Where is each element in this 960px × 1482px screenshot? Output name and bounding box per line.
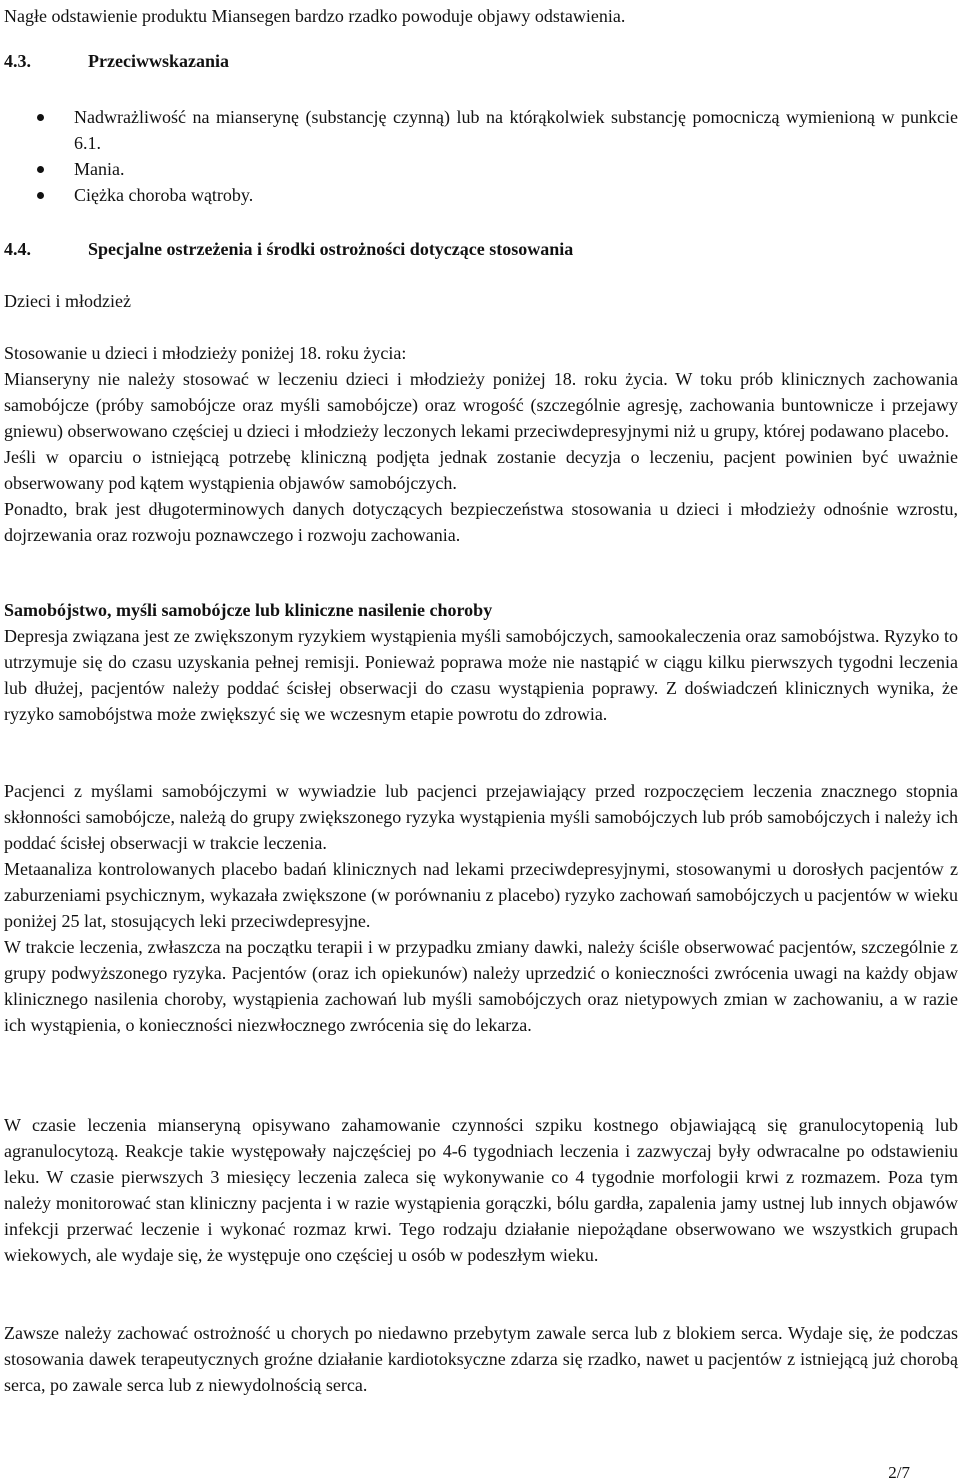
- list-item: [4, 182, 958, 208]
- section-4-4-heading: [4, 236, 958, 262]
- section-title: Przeciwwskazania: [88, 51, 229, 71]
- section-number: 4.4.: [4, 239, 31, 259]
- bullet-icon: [37, 166, 44, 173]
- subheading-children: Dzieci i młodzież: [4, 291, 131, 311]
- list-item: [4, 104, 958, 156]
- list-item: [4, 156, 958, 182]
- children-paragraph-3: Ponadto, brak jest długoterminowych danych dotyczących bezpieczeństwa stosowania u dzieci i młodzieży odnośnie wzrostu, dojrzewania oraz rozwoju poznawczego i rozwoju zachowania.: [4, 499, 958, 545]
- suicide-paragraph-4: W trakcie leczenia, zwłaszcza na początku terapii i w przypadku zmiany dawki, należy ściśle obserwować pacjentów, szczególnie z grupy podwyższonego ryzyka. Pacjentów (oraz ich opiekunów) należy uprzedzić o konieczności zwrócenia uwagi na każdy objaw klinicznego nasilenia choroby, wystąpienia zachowań lub myśli samobójczych oraz nietypowych zmian w zachowaniu, a w razie ich wystąpienia, o konieczności niezwłocznego zwrócenia się do lekarza.: [4, 937, 958, 1035]
- children-paragraph-1: Mianseryny nie należy stosować w leczeniu dzieci i młodzieży poniżej 18. roku życia. W toku prób klinicznych zachowania samobójcze (próby samobójcze oraz myśli samobójcze) oraz wrogość (szczególnie agresję, zachowania buntownicze i przejawy gniewu) obserwowano częściej u dzieci i młodzieży leczonych lekami przeciwdepresyjnymi niż u grupy, której podawano placebo.: [4, 369, 958, 441]
- suicide-paragraphs: [4, 778, 958, 1038]
- bone-marrow-paragraph: W czasie leczenia mianseryną opisywano zahamowanie czynności szpiku kostnego objawiającą się granulocytopenią lub agranulocytozą. Reakcje takie występowały najczęściej po 4-6 tygodniach leczenia i zazwyczaj były odwracalne po odstawieniu leku. W czasie pierwszych 3 miesięcy leczenia zaleca się wykonywanie co 4 tygodnie morfologii krwi z rozmazem. Poza tym należy monitorować stan kliniczny pacjenta i w razie wystąpienia gorączki, bólu gardła, zapalenia jamy ustnej lub innych objawów infekcji przerwać leczenie i wykonać rozmaz krwi. Tego rodzaju działanie niepożądane obserwowano we wszystkich grupach wiekowych, ale wydaje się, że występuje ono częściej u osób w podeszłym wieku.: [4, 1115, 958, 1265]
- list-item-text: Ciężka choroba wątroby.: [74, 185, 254, 205]
- bullet-icon: [37, 192, 44, 199]
- suicide-heading: Samobójstwo, myśli samobójcze lub kliniczne nasilenie choroby: [4, 600, 493, 620]
- cardiac-paragraph: Zawsze należy zachować ostrożność u chorych po niedawno przebytym zawale serca lub z blokiem serca. Wydaje się, że podczas stosowania dawek terapeutycznych groźne działanie kardiotoksyczne zdarza się rzadko, nawet u pacjentów z istniejącą już chorobą serca, po zawale serca lub z niewydolnością serca.: [4, 1323, 958, 1395]
- bullet-icon: [37, 114, 44, 121]
- suicide-paragraph-1: Depresja związana jest ze zwiększonym ryzykiem wystąpienia myśli samobójczych, samookaleczenia oraz samobójstwa. Ryzyko to utrzymuje się do czasu uzyskania pełnej remisji. Ponieważ poprawa może nie nastąpić w ciągu kilku pierwszych tygodni leczenia lub dłużej, pacjentów należy poddać ścisłej obserwacji do czasu wystąpienia poprawy. Z doświadczeń klinicznych wynika, że ryzyko samobójstwa może zwiększyć się we wczesnym etapie powrotu do zdrowia.: [4, 626, 958, 724]
- section-number: 4.3.: [4, 51, 31, 71]
- children-intro: Stosowanie u dzieci i młodzieży poniżej 18. roku życia:: [4, 343, 407, 363]
- suicide-paragraph-2: Pacjenci z myślami samobójczymi w wywiadzie lub pacjenci przejawiający przed rozpoczęciem leczenia znacznego stopnia skłonności samobójcze, należą do grupy zwiększonego ryzyka wystąpienia myśli samobójczych lub prób samobójczych i należy ich poddać ścisłej obserwacji w trakcie leczenia.: [4, 781, 958, 853]
- suicide-paragraph-3: Metaanaliza kontrolowanych placebo badań klinicznych nad lekami przeciwdepresyjnymi, stosowanymi u dorosłych pacjentów z zaburzeniami psychicznym, wykazała zwiększone (w porównaniu z placebo) ryzyko zachowań samobójczych u pacjentów w wieku poniżej 25 lat, stosujących leki przeciwdepresyjne.: [4, 859, 958, 931]
- top-line: Nagłe odstawienie produktu Miansegen bardzo rzadko powoduje objawy odstawienia.: [4, 6, 626, 26]
- section-4-3-heading: [4, 48, 958, 74]
- contraindications-list: [4, 104, 958, 208]
- page-number: 2/7: [888, 1463, 910, 1482]
- list-item-text: Mania.: [74, 159, 125, 179]
- section-title: Specjalne ostrzeżenia i środki ostrożności dotyczące stosowania: [88, 239, 574, 259]
- list-item-text: Nadwrażliwość na mianserynę (substancję czynną) lub na którąkolwiek substancję pomocniczą wymienioną w punkcie 6.1.: [74, 107, 958, 153]
- children-paragraph-2: Jeśli w oparciu o istniejącą potrzebę kliniczną podjęta jednak zostanie decyzja o leczeniu, pacjent powinien być uważnie obserwowany pod kątem wystąpienia objawów samobójczych.: [4, 447, 958, 493]
- children-paragraphs: [4, 366, 958, 548]
